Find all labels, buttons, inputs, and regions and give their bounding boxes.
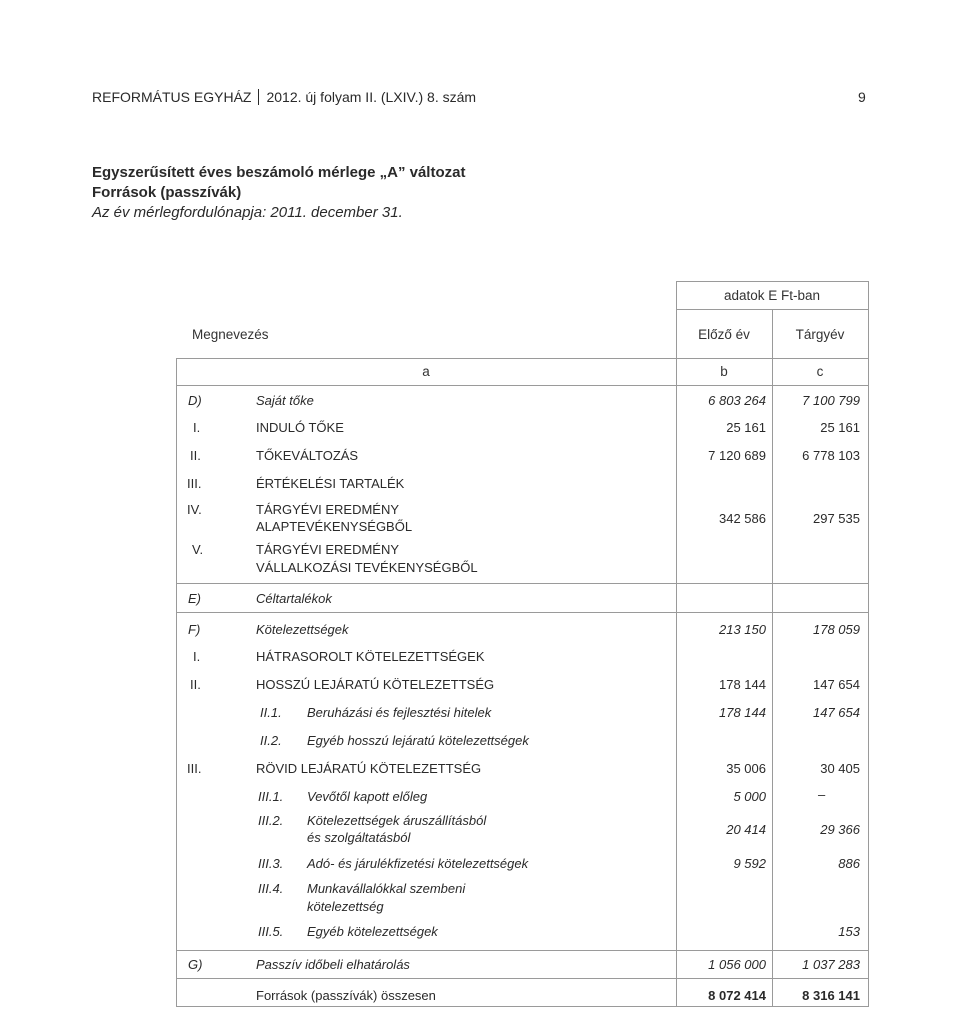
row-code: D) (188, 393, 202, 408)
value-current-year: 6 778 103 (802, 448, 860, 463)
row-code: III.3. (258, 856, 284, 871)
table-rule (176, 358, 869, 359)
header-divider (258, 89, 259, 105)
column-letter-b: b (720, 364, 728, 379)
table-rule (676, 281, 677, 1007)
page-number: 9 (858, 89, 866, 105)
row-code: III.4. (258, 881, 284, 896)
value-current-year: 153 (838, 924, 860, 939)
row-code: I. (193, 420, 201, 435)
row-label-line2: kötelezettség (307, 899, 384, 914)
row-label: RÖVID LEJÁRATÚ KÖTELEZETTSÉG (256, 761, 482, 776)
document-title: Egyszerűsített éves beszámoló mérlege „A” változat (92, 164, 466, 181)
table-rule (772, 309, 773, 1007)
value-previous-year: 6 803 264 (708, 393, 766, 408)
table-rule (676, 281, 869, 282)
row-code: III.2. (258, 813, 284, 828)
table-rule (176, 583, 869, 584)
document-subtitle: Források (passzívák) (92, 184, 242, 201)
row-label-line1: Kötelezettségek áruszállításból (307, 813, 487, 828)
row-code: G) (188, 957, 203, 972)
value-previous-year: 35 006 (726, 761, 766, 776)
value-previous-year: 178 144 (719, 677, 766, 692)
table-rule (868, 281, 869, 1007)
row-label-line2: VÁLLALKOZÁSI TEVÉKENYSÉGBŐL (256, 560, 478, 575)
value-current-year: 7 100 799 (802, 393, 860, 408)
row-code: IV. (187, 502, 202, 517)
row-code: III. (187, 761, 202, 776)
column-header-current-year: Tárgyév (795, 327, 845, 342)
row-label: HOSSZÚ LEJÁRATÚ KÖTELEZETTSÉG (256, 677, 495, 692)
row-code: III.1. (258, 789, 284, 804)
row-label: Saját tőke (256, 393, 314, 408)
column-header-previous-year: Előző év (698, 327, 750, 342)
row-code: F) (188, 622, 201, 637)
value-previous-year: 178 144 (719, 705, 766, 720)
column-letter-a: a (422, 364, 430, 379)
value-current-year-merged: 297 535 (813, 511, 860, 526)
value-current-year: 147 654 (813, 705, 860, 720)
value-previous-year-merged: 342 586 (719, 511, 766, 526)
value-current-year: 178 059 (813, 622, 860, 637)
row-code: III.5. (258, 924, 284, 939)
column-header-name: Megnevezés (192, 327, 269, 342)
row-code: II.2. (260, 733, 282, 748)
row-label: Kötelezettségek (256, 622, 349, 637)
table-rule (176, 950, 869, 951)
value-current-year: 30 405 (820, 761, 860, 776)
value-previous-year: 9 592 (733, 856, 766, 871)
row-label: Egyéb hosszú lejáratú kötelezettségek (307, 733, 529, 748)
journal-name: REFORMÁTUS EGYHÁZ (92, 89, 252, 105)
row-code: V. (192, 542, 204, 557)
balance-date: Az év mérlegfordulónapja: 2011. december 31. (92, 204, 403, 221)
running-header (92, 89, 476, 105)
value-previous-year: 8 072 414 (708, 988, 766, 1003)
column-letter-c: c (816, 364, 824, 379)
row-label-line2: ALAPTEVÉKENYSÉGBŐL (256, 519, 413, 534)
value-current-year: 147 654 (813, 677, 860, 692)
row-code: II. (190, 448, 201, 463)
table-rule (176, 385, 869, 386)
value-previous-year: 1 056 000 (708, 957, 766, 972)
row-label: Céltartalékok (256, 591, 332, 606)
value-current-year: – (818, 787, 826, 802)
value-current-year: 1 037 283 (802, 957, 860, 972)
row-label: TŐKEVÁLTOZÁS (256, 448, 359, 463)
row-label: Források (passzívák) összesen (256, 988, 436, 1003)
row-label-line1: TÁRGYÉVI EREDMÉNY (256, 502, 400, 517)
row-label-line2: és szolgáltatásból (307, 830, 411, 845)
row-label: Egyéb kötelezettségek (307, 924, 438, 939)
value-previous-year: 25 161 (726, 420, 766, 435)
row-code: II.1. (260, 705, 282, 720)
units-label: adatok E Ft-ban (723, 288, 821, 303)
row-label: Passzív időbeli elhatárolás (256, 957, 410, 972)
row-label: ÉRTÉKELÉSI TARTALÉK (256, 476, 405, 491)
value-current-year: 8 316 141 (802, 988, 860, 1003)
value-previous-year: 7 120 689 (708, 448, 766, 463)
value-previous-year: 5 000 (733, 789, 766, 804)
table-rule (176, 978, 869, 979)
table-rule (176, 612, 869, 613)
row-label-line1: TÁRGYÉVI EREDMÉNY (256, 542, 400, 557)
issue-info: 2012. új folyam II. (LXIV.) 8. szám (266, 89, 477, 105)
row-label: Beruházási és fejlesztési hitelek (307, 705, 492, 720)
table-rule (176, 358, 177, 1007)
row-code: II. (190, 677, 201, 692)
row-code: E) (188, 591, 201, 606)
row-code: III. (187, 476, 202, 491)
value-previous-year: 20 414 (726, 822, 766, 837)
value-current-year: 25 161 (820, 420, 860, 435)
value-current-year: 886 (838, 856, 860, 871)
row-label: HÁTRASOROLT KÖTELEZETTSÉGEK (256, 649, 485, 664)
value-previous-year: 213 150 (719, 622, 766, 637)
row-label: Adó- és járulékfizetési kötelezettségek (307, 856, 529, 871)
table-rule (176, 1006, 869, 1007)
row-label-line1: Munkavállalókkal szembeni (307, 881, 466, 896)
value-current-year: 29 366 (820, 822, 860, 837)
row-label: INDULÓ TŐKE (256, 420, 344, 435)
row-label: Vevőtől kapott előleg (307, 789, 428, 804)
row-code: I. (193, 649, 201, 664)
